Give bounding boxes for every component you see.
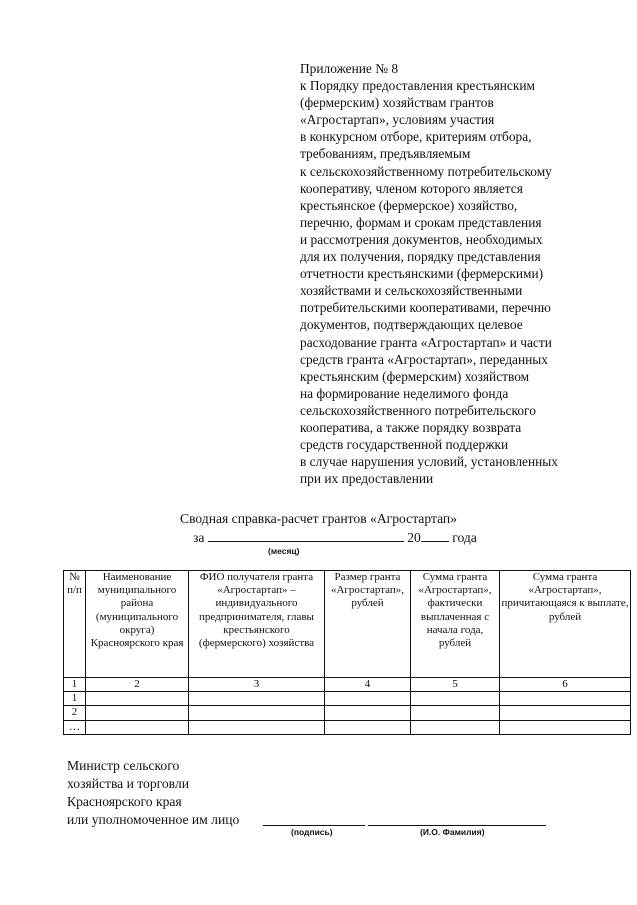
appendix-line: кооператива, а также порядку возврата <box>300 419 522 435</box>
appendix-line: хозяйствами и сельскохозяйственными <box>300 283 523 299</box>
signature-block <box>67 757 239 829</box>
grants-table <box>63 570 631 735</box>
table-cell[interactable] <box>500 720 631 734</box>
period-line <box>193 528 477 546</box>
table-cell[interactable] <box>325 706 411 720</box>
appendix-line: в конкурсном отборе, критериям отбора, <box>300 129 532 145</box>
appendix-line: и рассмотрения документов, необходимых <box>300 231 543 247</box>
table-cell[interactable] <box>189 706 325 720</box>
year-blank[interactable] <box>421 528 449 542</box>
signer-line: или уполномоченное им лицо <box>67 812 240 827</box>
appendix-line: для их получения, порядку представления <box>300 249 541 265</box>
header-cell: Размер гранта «Агростартап», рублей <box>325 571 411 678</box>
table-cell[interactable] <box>500 692 631 706</box>
header-cell: ФИО получателя гранта «Агростартап» – индивидуального предпринимателя, главы крестьянского (фермерского) хозяйства <box>189 571 325 678</box>
appendix-line: крестьянским (фермерским) хозяйством <box>300 368 530 384</box>
appendix-line: перечню, формам и срокам представления <box>300 214 542 230</box>
row-label: 2 <box>64 706 86 720</box>
header-cell: № п/п <box>64 571 86 678</box>
appendix-line: средств гранта «Агростартап», переданных <box>300 351 548 367</box>
appendix-line: в случае нарушения условий, установленных <box>300 454 558 470</box>
name-caption: (И.О. Фамилия) <box>420 827 485 837</box>
header-cell: Наименование муниципального района (муниципального округа) Красноярского края <box>86 571 189 678</box>
table-cell[interactable] <box>86 720 189 734</box>
table-cell[interactable] <box>86 692 189 706</box>
column-number: 5 <box>411 678 500 692</box>
table-row <box>64 720 631 734</box>
appendix-line: (фермерским) хозяйствам грантов <box>300 95 494 111</box>
table-cell[interactable] <box>411 692 500 706</box>
name-blank[interactable] <box>368 825 546 826</box>
table-cell[interactable] <box>325 692 411 706</box>
appendix-line: при их предоставлении <box>300 471 434 487</box>
appendix-line: сельскохозяйственного потребительского <box>300 402 536 418</box>
header-cell: Сумма гранта «Агростартап», причитающаяся к выплате, рублей <box>500 571 631 678</box>
table-header-row <box>64 571 631 678</box>
appendix-line: кооперативу, членом которого является <box>300 180 523 196</box>
table-cell[interactable] <box>325 720 411 734</box>
column-number: 4 <box>325 678 411 692</box>
appendix-line: средств государственной поддержки <box>300 437 509 453</box>
column-number: 1 <box>64 678 86 692</box>
appendix-line: потребительскими кооперативами, перечню <box>300 300 551 316</box>
appendix-line: к сельскохозяйственному потребительскому <box>300 163 552 179</box>
year-suffix: года <box>452 530 477 545</box>
column-number: 2 <box>86 678 189 692</box>
appendix-line: Приложение № 8 <box>300 61 399 76</box>
appendix-line: на формирование неделимого фонда <box>300 385 509 401</box>
table-row <box>64 706 631 720</box>
month-caption: (месяц) <box>268 546 300 556</box>
table-cell[interactable] <box>500 706 631 720</box>
appendix-line: «Агростартап», условиям участия <box>300 112 495 128</box>
appendix-line: отчетности крестьянскими (фермерскими) <box>300 266 544 282</box>
appendix-line: расходование гранта «Агростартап» и части <box>300 334 552 350</box>
column-number: 3 <box>189 678 325 692</box>
signer-line: Красноярского края <box>67 794 182 809</box>
signer-line: Министр сельского <box>67 758 180 773</box>
table-cell[interactable] <box>86 706 189 720</box>
signature-blank[interactable] <box>263 825 365 826</box>
column-number-row <box>64 678 631 692</box>
table-row <box>64 692 631 706</box>
year-prefix: 20 <box>407 530 421 545</box>
signature-caption: (подпись) <box>291 827 333 837</box>
table-cell[interactable] <box>411 720 500 734</box>
appendix-line: к Порядку предоставления крестьянским <box>300 78 536 94</box>
row-label: … <box>64 720 86 734</box>
header-cell: Сумма гранта «Агростартап», фактически выплаченная с начала года, рублей <box>411 571 500 678</box>
table-cell[interactable] <box>189 692 325 706</box>
column-number: 6 <box>500 678 631 692</box>
signer-line: хозяйства и торговли <box>67 776 189 791</box>
table-cell[interactable] <box>411 706 500 720</box>
appendix-line: крестьянское (фермерское) хозяйство, <box>300 197 518 213</box>
row-label: 1 <box>64 692 86 706</box>
appendix-line: документов, подтверждающих целевое <box>300 317 523 333</box>
appendix-header <box>300 60 620 487</box>
appendix-line: требованиям, предъявляемым <box>300 146 471 162</box>
document-title: Сводная справка-расчет грантов «Агростартап» <box>180 511 457 526</box>
table-cell[interactable] <box>189 720 325 734</box>
period-prefix: за <box>193 530 205 545</box>
month-blank[interactable] <box>208 528 404 542</box>
